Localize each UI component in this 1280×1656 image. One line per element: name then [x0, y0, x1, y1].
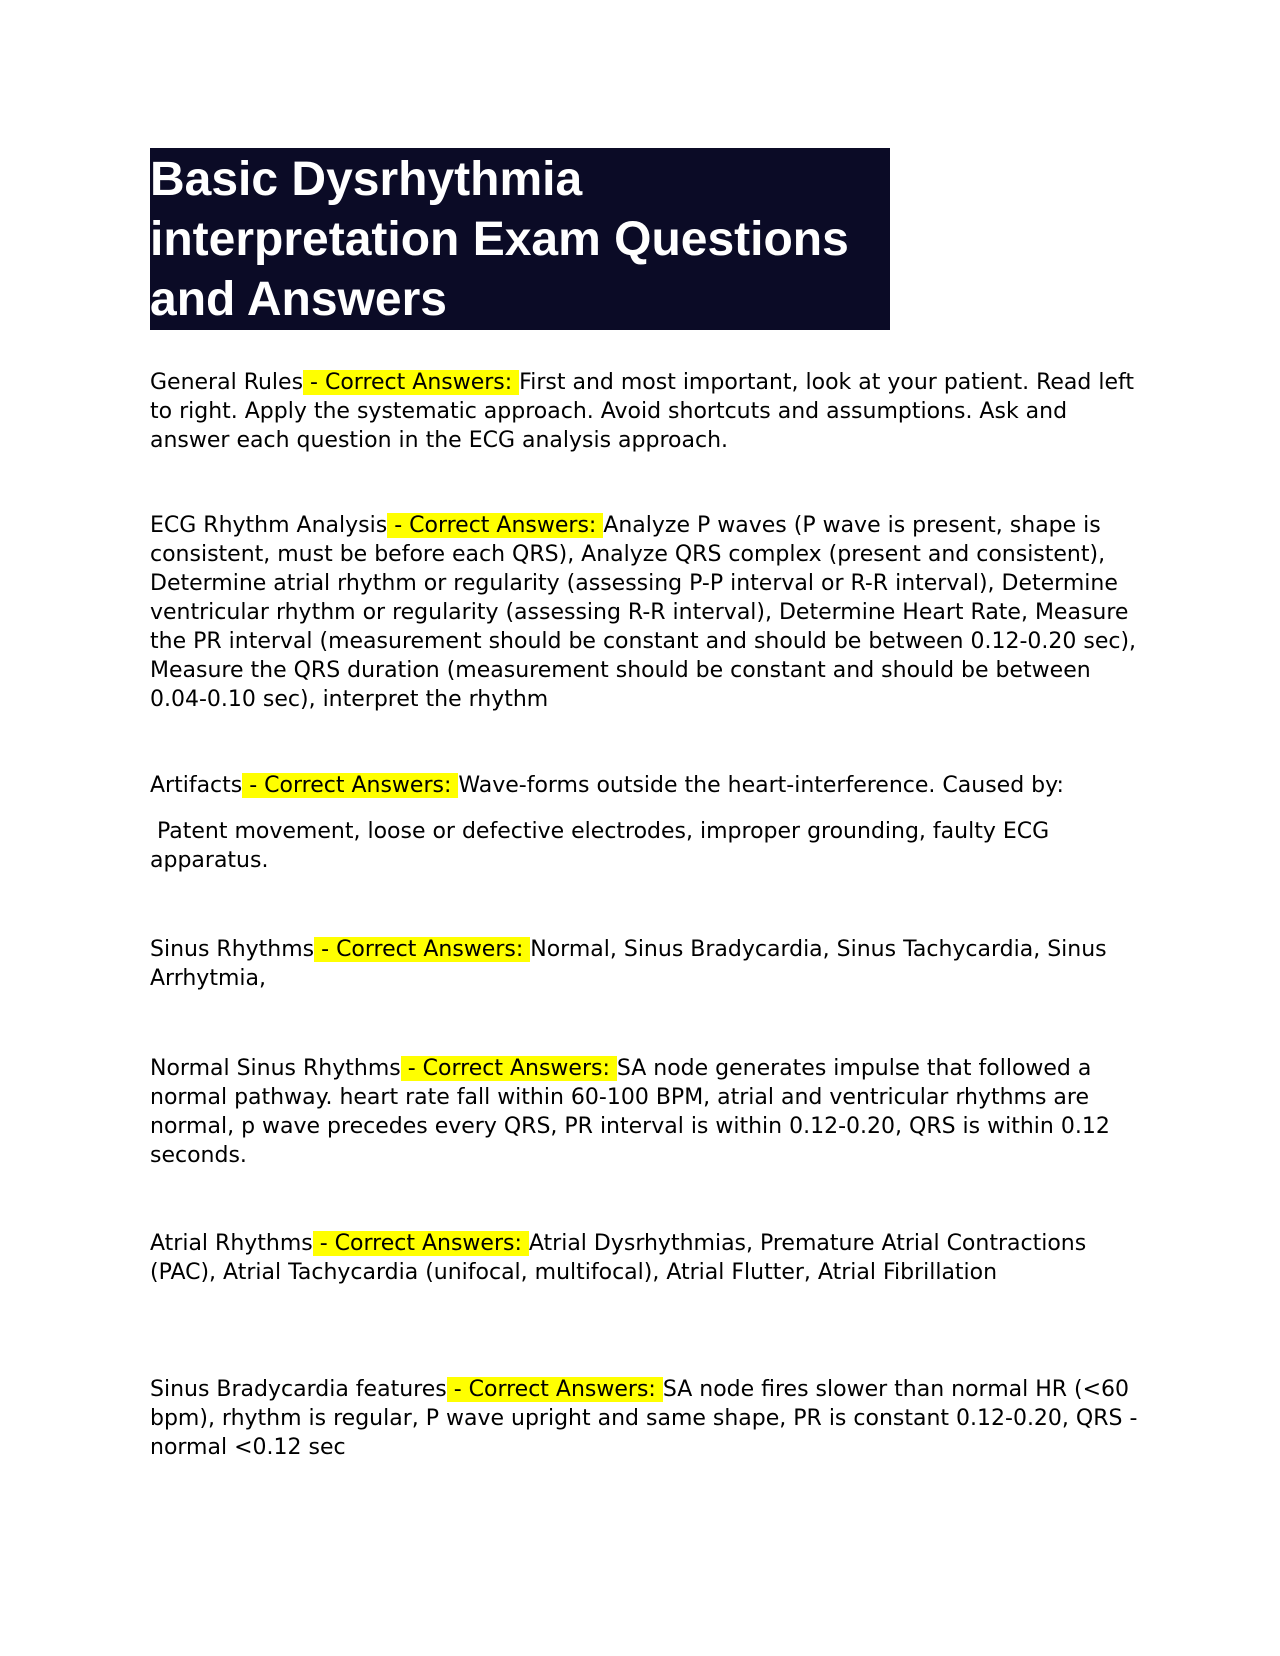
qa-paragraph [150, 368, 1140, 455]
title-line: and Answers [150, 273, 447, 326]
qa-paragraph [150, 935, 1140, 993]
answer-text: Normal, Sinus Bradycardia, Sinus Tachycardia, Sinus Arrhytmia, [150, 937, 1107, 991]
answer-marker: - Correct Answers: [303, 370, 519, 395]
answer-marker: - Correct Answers: [313, 1231, 529, 1256]
qa-item-normal-sinus-rhythms [150, 1054, 1140, 1170]
answer-marker: - Correct Answers: [242, 773, 458, 798]
question-label: Artifacts [150, 773, 243, 798]
qa-item-sinus-bradycardia-features [150, 1375, 1140, 1462]
question-label: Atrial Rhythms [150, 1231, 313, 1256]
answer-text: SA node generates impulse that followed a normal pathway. heart rate fall within 60-100 BPM, atrial and ventricular rhythms are normal, p wave precedes every QRS, PR interval is within 0.12-0.20, QRS is within 0.12 seconds. [150, 1056, 1110, 1168]
question-label: Normal Sinus Rhythms [150, 1056, 401, 1081]
qa-paragraph [150, 1375, 1140, 1462]
answer-continuation: Patent movement, loose or defective electrodes, improper grounding, faulty ECG apparatus. [150, 819, 1057, 873]
answer-marker: - Correct Answers: [387, 513, 603, 538]
qa-item-sinus-rhythms [150, 935, 1140, 993]
qa-item-general-rules [150, 368, 1140, 455]
answer-marker: - Correct Answers: [314, 937, 530, 962]
answer-text: SA node fires slower than normal HR (<60 bpm), rhythm is regular, P wave upright and same shape, PR is constant 0.12-0.20, QRS -normal <0.12 sec [150, 1377, 1138, 1460]
answer-text: Analyze P waves (P wave is present, shape is consistent, must be before each QRS), Analyze QRS complex (present and consistent), Determine atrial rhythm or regularity (assessing P-P interval or R-R interval), Determine ventricular rhythm or regularity (assessing R-R interval), Determine Heart Rate, Measure the PR interval (measurement should be constant and should be between 0.12-0.20 sec), Measure the QRS duration (measurement should be constant and should be between 0.04-0.10 sec), interpret the rhythm [150, 513, 1137, 712]
title-line: Basic Dysrhythmia [150, 153, 583, 206]
document-title [150, 150, 890, 330]
answer-text: Wave-forms outside the heart-interference. Caused by: [458, 773, 1064, 798]
qa-item-atrial-rhythms [150, 1229, 1140, 1287]
qa-item-ecg-rhythm-analysis [150, 511, 1140, 714]
question-label: Sinus Rhythms [150, 937, 315, 962]
question-label: General Rules [150, 370, 304, 395]
qa-paragraph [150, 771, 1140, 800]
answer-marker: - Correct Answers: [447, 1377, 663, 1402]
qa-paragraph [150, 511, 1140, 714]
answer-text: First and most important, look at your patient. Read left to right. Apply the systematic approach. Avoid shortcuts and assumptions. Ask and answer each question in the ECG analysis approach. [150, 370, 1135, 453]
title-banner [150, 148, 890, 330]
question-label: ECG Rhythm Analysis [150, 513, 388, 538]
qa-paragraph [150, 1229, 1140, 1287]
title-line: interpretation Exam Questions [150, 213, 849, 266]
answer-marker: - Correct Answers: [401, 1056, 617, 1081]
question-label: Sinus Bradycardia features [150, 1377, 447, 1402]
qa-item-artifacts [150, 771, 1140, 875]
answer-text: Atrial Dysrhythmias, Premature Atrial Contractions (PAC), Atrial Tachycardia (unifocal, multifocal), Atrial Flutter, Atrial Fibrillation [150, 1231, 1087, 1285]
qa-paragraph [150, 1054, 1140, 1170]
